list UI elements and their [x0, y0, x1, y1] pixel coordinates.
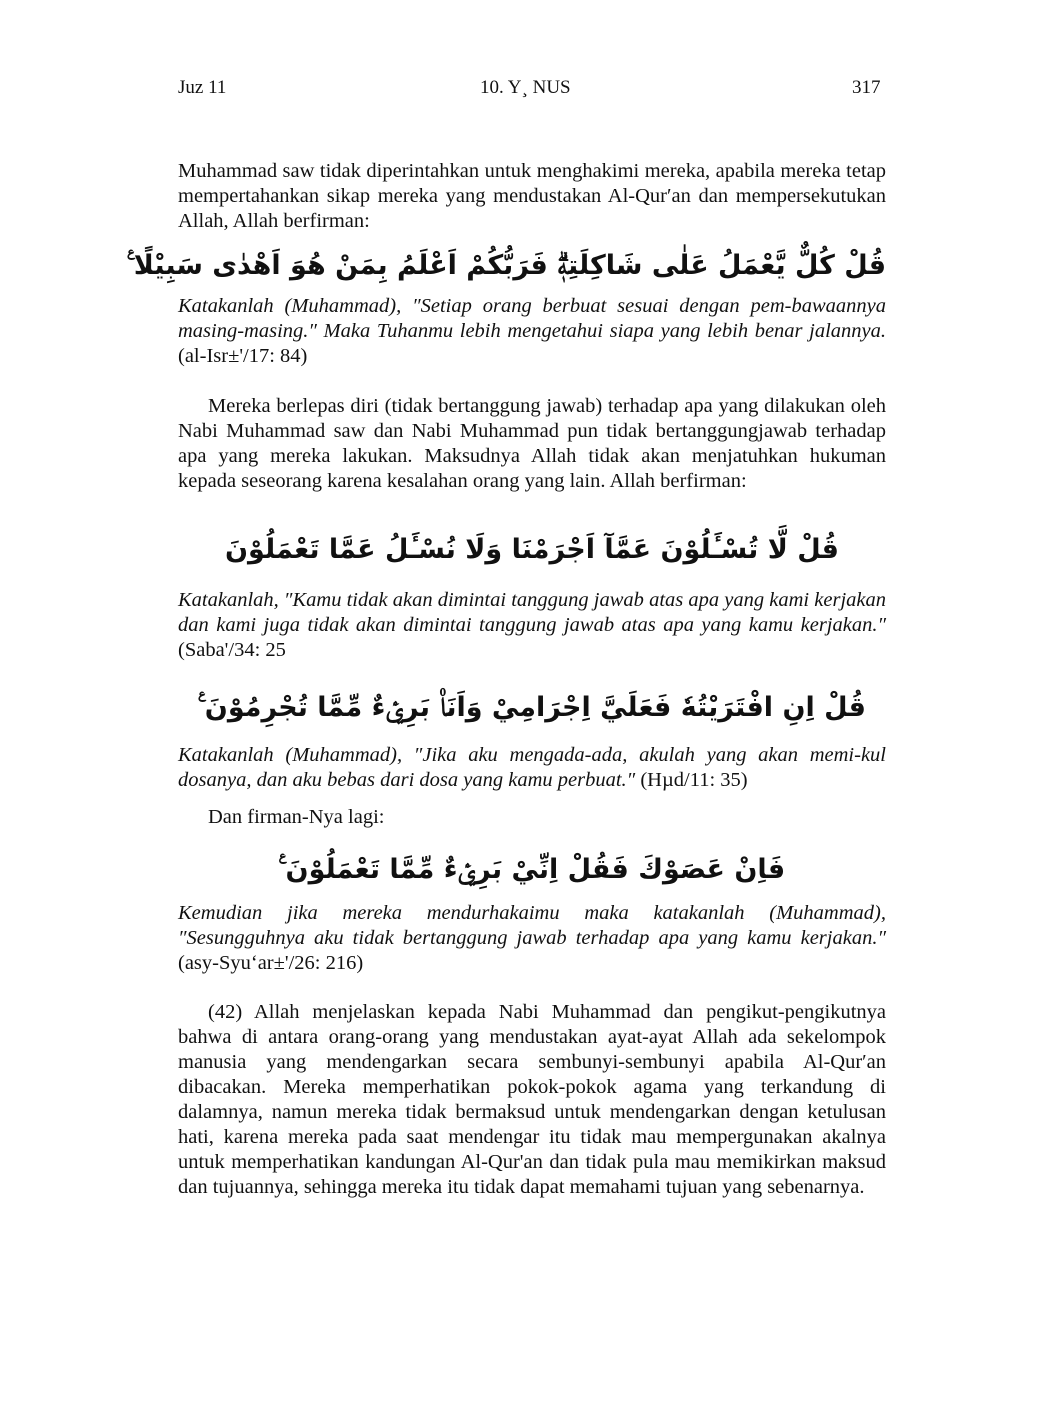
running-head-surah: 10. Y¸ NUS	[480, 77, 571, 98]
citation: (Saba'/34: 25	[178, 639, 286, 661]
arabic-verse-4: فَاِنْ عَصَوْكَ فَقُلْ اِنِّيْ بَرِيْۤءٌ مِّمَّا تَعْمَلُوْنَ ࣖ	[278, 854, 786, 885]
translation-2	[178, 588, 886, 663]
citation: (Hµd/11: 35)	[640, 769, 748, 791]
translation-text: Katakanlah (Muhammad), ″Setiap orang berbuat sesuai dengan pem-bawaannya masing-masing.″ Maka Tuhanmu lebih mengetahui siapa yang lebih benar jalannya.	[178, 295, 886, 342]
translation-text: Katakanlah (Muhammad), ″Jika aku mengada-ada, akulah yang akan memi-kul dosanya, dan aku bebas dari dosa yang kamu perbuat.″	[178, 744, 886, 791]
arabic-verse-1: قُلْ كُلٌّ يَّعْمَلُ عَلٰى شَاكِلَتِهٖۗ فَرَبُّكُمْ اَعْلَمُ بِمَنْ هُوَ اَهْدٰى سَبِيْلًا ࣖ	[127, 250, 886, 281]
citation: (al-Isr±'/17: 84)	[178, 345, 308, 367]
translation-1	[178, 294, 886, 369]
page-number: 317	[852, 77, 881, 98]
paragraph-3: Dan firman-Nya lagi:	[208, 806, 385, 828]
translation-4	[178, 901, 886, 976]
arabic-verse-2: قُلْ لَّا تُسْـَٔلُوْنَ عَمَّآ اَجْرَمْنَا وَلَا نُسْـَٔلُ عَمَّا تَعْمَلُوْنَ	[225, 534, 839, 565]
translation-text: Kemudian jika mereka mendurhakaimu maka katakanlah (Muhammad), ″Sesungguhnya aku tidak bertanggung jawab terhadap apa yang kamu kerjakan.″	[178, 902, 886, 949]
running-head-juz: Juz 11	[178, 77, 227, 98]
translation-text: Katakanlah, ″Kamu tidak akan dimintai tanggung jawab atas apa yang kami kerjakan dan kami juga tidak akan dimintai tanggung jawab atas apa yang kamu kerjakan.″	[178, 589, 886, 636]
paragraph-42: (42) Allah menjelaskan kepada Nabi Muhammad dan pengikut-pengikutnya bahwa di antara orang-orang yang mendustakan ayat-ayat Allah ada sekelompok manusia yang mendengarkan secara sembunyi-sembunyi apabila Al-Qur′an dibacakan. Mereka memperhatikan pokok-pokok agama yang terkandung di dalamnya, namun mereka tidak bermaksud untuk mendengarkan dengan ketulusan hati, karena mereka pada saat mendengar itu tidak mau mempergunakan akalnya untuk memperhatikan kandungan Al-Qur'an dan tidak pula mau memikirkan maksud dan tujuannya, sehingga mereka itu tidak dapat memahami tujuan yang sebenarnya.	[178, 1001, 886, 1198]
translation-3	[178, 743, 886, 793]
paragraph-intro: Muhammad saw tidak diperintahkan untuk menghakimi mereka, apabila mereka tetap mempertahankan sikap mereka yang mendustakan Al-Qur′an dan mempersekutukan Allah, Allah berfirman:	[178, 160, 886, 232]
arabic-verse-3: قُلْ اِنِ افْتَرَيْتُهٗ فَعَلَيَّ اِجْرَامِيْ وَاَنَا۠ بَرِيْۤءٌ مِّمَّا تُجْرِمُوْنَ ࣖ	[198, 692, 866, 723]
paragraph-2: Mereka berlepas diri (tidak bertanggung jawab) terhadap apa yang dilakukan oleh Nabi Muhammad saw dan Nabi Muhammad pun tidak bertanggungjawab terhadap apa yang mereka lakukan. Maksudnya Allah tidak akan menjatuhkan hukuman kepada seseorang karena kesalahan orang yang lain. Allah berfirman:	[178, 395, 886, 492]
citation: (asy-Syu‘ar±'/26: 216)	[178, 952, 364, 974]
